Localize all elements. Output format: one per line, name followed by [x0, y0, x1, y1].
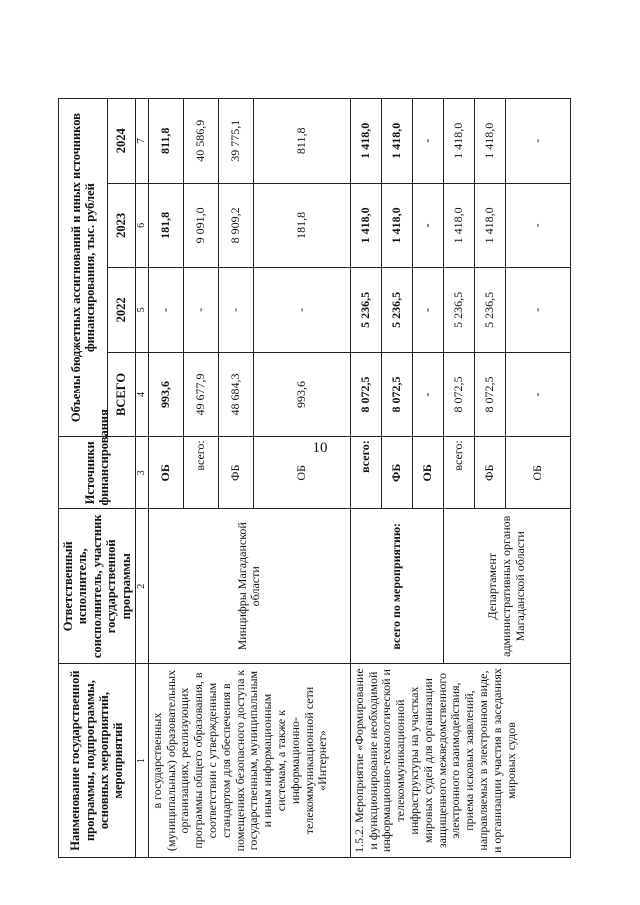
executor: Департамент административных органов Магаданской области — [443, 509, 570, 664]
activity-name: 1.5.2. Мероприятие «Формирование и функционирование необходимой информационно-технологической и телекоммуникационной инфраструктуры на участках мировых судей для организации защищенного межведомственного электронного взаимодействия, приема исковых заявлений, направляемых в электронном виде, и организации участия в заседаниях мировых судов — [350, 664, 570, 858]
y2023-cell: 1 418,0 — [350, 183, 381, 268]
header-name: Наименование государственной программы, подпрограммы, основных мероприятий, мероприятий — [59, 664, 136, 858]
index-cell: 7 — [135, 99, 148, 184]
y2022-cell: - — [253, 268, 350, 353]
header-2024: 2024 — [107, 99, 135, 184]
y2024-cell: - — [412, 99, 443, 184]
table-row — [350, 99, 381, 858]
y2024-cell: 40 586,9 — [183, 99, 218, 184]
header-total: ВСЕГО — [107, 352, 135, 437]
header-2022: 2022 — [107, 268, 135, 353]
y2023-cell: - — [412, 183, 443, 268]
financing-table-rotated — [58, 98, 544, 858]
page-number: 10 — [312, 440, 328, 456]
y2023-cell: 1 418,0 — [443, 183, 474, 268]
activity-name: в государственных (муниципальных) образовательных организациях, реализующих программы общего образования, в соответствии с утвержденным стандартом для обеспечения в помещениях безопасного доступа к государственным, муниципальным и иным информационным системам, а также к информационно-телекоммуникационной сети «Интернет» — [148, 664, 350, 858]
total-cell: 8 072,5 — [381, 352, 412, 437]
source-cell: ОБ — [253, 437, 350, 509]
header-group: Объемы бюджетных ассигнований и иных источников финансирования, тыс. рублей — [59, 99, 108, 437]
y2024-cell: 811,8 — [253, 99, 350, 184]
index-cell: 5 — [135, 268, 148, 353]
y2023-cell: 181,8 — [253, 183, 350, 268]
source-cell: ОБ — [505, 437, 570, 509]
header-executor: Ответственный исполнитель, соисполнитель, участник государственной программы — [59, 509, 136, 664]
y2024-cell: 811,8 — [148, 99, 183, 184]
y2022-cell: - — [218, 268, 253, 353]
total-cell: 993,6 — [148, 352, 183, 437]
column-index-row — [135, 99, 148, 858]
table-row — [148, 99, 183, 858]
index-cell: 1 — [135, 664, 148, 858]
y2024-cell: 1 418,0 — [381, 99, 412, 184]
y2022-cell: 5 236,5 — [350, 268, 381, 353]
total-cell: 993,6 — [253, 352, 350, 437]
y2022-cell: - — [412, 268, 443, 353]
total-cell: 49 677,9 — [183, 352, 218, 437]
source-cell: всего: — [183, 437, 218, 509]
total-cell: 48 684,3 — [218, 352, 253, 437]
summary-label: всего по мероприятию: — [350, 509, 443, 664]
y2024-cell: 1 418,0 — [350, 99, 381, 184]
source-cell: ФБ — [381, 437, 412, 509]
index-cell: 6 — [135, 183, 148, 268]
executor: Минцифры Магаданской области — [148, 509, 350, 664]
source-cell: всего: — [443, 437, 474, 509]
index-cell: 2 — [135, 509, 148, 664]
source-cell: ОБ — [412, 437, 443, 509]
total-cell: 8 072,5 — [443, 352, 474, 437]
header-2023: 2023 — [107, 183, 135, 268]
y2022-cell: 5 236,5 — [474, 268, 505, 353]
y2024-cell: - — [505, 99, 570, 184]
y2023-cell: 181,8 — [148, 183, 183, 268]
y2023-cell: 1 418,0 — [381, 183, 412, 268]
y2023-cell: 9 091,0 — [183, 183, 218, 268]
header-source: Источники финансирования — [59, 437, 136, 509]
y2023-cell: - — [505, 183, 570, 268]
y2024-cell: 39 775,1 — [218, 99, 253, 184]
total-cell: 8 072,5 — [350, 352, 381, 437]
y2022-cell: - — [148, 268, 183, 353]
y2022-cell: 5 236,5 — [381, 268, 412, 353]
y2024-cell: 1 418,0 — [474, 99, 505, 184]
total-cell: 8 072,5 — [474, 352, 505, 437]
total-cell: - — [412, 352, 443, 437]
source-cell: всего: — [350, 437, 381, 509]
index-cell: 4 — [135, 352, 148, 437]
source-cell: ФБ — [218, 437, 253, 509]
y2023-cell: 8 909,2 — [218, 183, 253, 268]
index-cell: 3 — [135, 437, 148, 509]
financing-table — [58, 98, 571, 858]
y2023-cell: 1 418,0 — [474, 183, 505, 268]
total-cell: - — [505, 352, 570, 437]
source-cell: ФБ — [474, 437, 505, 509]
y2024-cell: 1 418,0 — [443, 99, 474, 184]
source-cell: ОБ — [148, 437, 183, 509]
y2022-cell: - — [183, 268, 218, 353]
y2022-cell: 5 236,5 — [443, 268, 474, 353]
y2022-cell: - — [505, 268, 570, 353]
